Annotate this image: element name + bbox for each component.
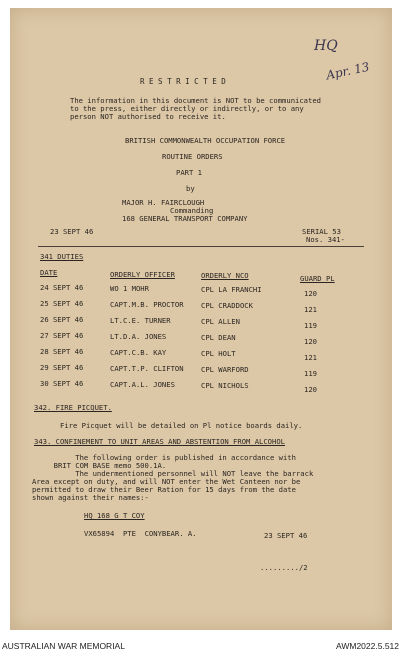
row-date: 28 SEPT 46 [40, 347, 84, 356]
row-nco: CPL HOLT [201, 349, 236, 358]
notice-line-3: person NOT authorised to receive it. [70, 112, 226, 121]
company-name: 168 GENERAL TRANSPORT COMPANY [122, 214, 248, 223]
row-officer: CAPT.M.B. PROCTOR [110, 300, 184, 309]
row-guard: 121 [304, 353, 317, 362]
row-nco: CPL ALLEN [201, 317, 240, 326]
header-divider [38, 246, 364, 247]
picquet-text: Fire Picquet will be detailed on Pl notice boards daily. [60, 421, 303, 430]
row-officer: LT.C.E. TURNER [110, 316, 171, 325]
row-guard: 119 [304, 321, 317, 330]
unit-name: HQ 168 G T COY [84, 511, 145, 520]
continued-marker: ........./2 [260, 563, 308, 572]
by-text: by [186, 184, 195, 193]
row-date: 30 SEPT 46 [40, 379, 84, 388]
confinement-line-6: shown against their names:- [32, 493, 149, 502]
confinement-line-3: The undermentioned personnel will NOT leave the barrack [32, 469, 314, 478]
row-date: 25 SEPT 46 [40, 299, 84, 308]
picquet-heading: 342. FIRE PICQUET. [34, 403, 112, 412]
row-officer: CAPT.A.L. JONES [110, 380, 175, 389]
footer-reference: AWM2022.5.512 [336, 641, 399, 651]
row-date: 24 SEPT 46 [40, 283, 84, 292]
officer-name: MAJOR H. FAIRCLOUGH [122, 198, 205, 207]
row-nco: CPL WARFORD [201, 365, 249, 374]
row-officer: LT.D.A. JONES [110, 332, 167, 341]
document-page [10, 8, 392, 630]
row-officer: CAPT.T.P. CLIFTON [110, 364, 184, 373]
row-officer: WO 1 MOHR [110, 284, 149, 293]
row-guard: 120 [304, 337, 317, 346]
row-date: 26 SEPT 46 [40, 315, 84, 324]
notice-line-1: The information in this document is NOT to be communicated [70, 96, 321, 105]
row-officer: CAPT.C.B. KAY [110, 348, 167, 357]
row-guard: 120 [304, 289, 317, 298]
confinement-line-2: BRIT COM BASE memo 500.1A. [32, 461, 167, 470]
row-nco: CPL LA FRANCHI [201, 285, 262, 294]
col-orderly-nco: ORDERLY NCO [201, 271, 249, 280]
confinement-line-1: The following order is published in accordance with [32, 453, 296, 462]
row-guard: 120 [304, 385, 317, 394]
row-guard: 121 [304, 305, 317, 314]
notice-line-2: to the press, either directly or indirectly, or to any [70, 104, 304, 113]
restricted-heading: R E S T R I C T E D [140, 77, 226, 86]
routine-orders: ROUTINE ORDERS [162, 152, 223, 161]
confinement-heading: 343. CONFINEMENT TO UNIT AREAS AND ABSTENTION FROM ALCOHOL [34, 437, 285, 446]
col-guard-pl: GUARD PL [300, 274, 335, 283]
personnel-date: 23 SEPT 46 [264, 531, 308, 540]
personnel-entry: VX65894 PTE CONYBEAR. A. [84, 529, 197, 538]
col-orderly-officer: ORDERLY OFFICER [110, 270, 175, 279]
row-guard: 119 [304, 369, 317, 378]
confinement-line-5: permitted to draw their Beer Ration for 15 days from the date [32, 485, 296, 494]
order-date: 23 SEPT 46 [50, 227, 94, 236]
duties-heading: 341 DUTIES [40, 252, 84, 261]
row-date: 29 SEPT 46 [40, 363, 84, 372]
commanding-text: Commanding [170, 206, 214, 215]
row-nco: CPL CRADDOCK [201, 301, 253, 310]
part-number: PART 1 [176, 168, 202, 177]
order-numbers: Nos. 341- [306, 235, 345, 244]
row-nco: CPL DEAN [201, 333, 236, 342]
row-nco: CPL NICHOLS [201, 381, 249, 390]
handwritten-date: Apr. 13 [325, 59, 371, 83]
row-date: 27 SEPT 46 [40, 331, 84, 340]
footer-source: AUSTRALIAN WAR MEMORIAL [2, 641, 125, 651]
serial-number: SERIAL 53 [302, 227, 341, 236]
handwritten-hq: HQ [314, 38, 338, 54]
force-name: BRITISH COMMONWEALTH OCCUPATION FORCE [125, 136, 286, 145]
col-date: DATE [40, 268, 58, 277]
footer-bar [0, 638, 403, 653]
confinement-line-4: Area except on duty, and will NOT enter the Wet Canteen nor be [32, 477, 301, 486]
